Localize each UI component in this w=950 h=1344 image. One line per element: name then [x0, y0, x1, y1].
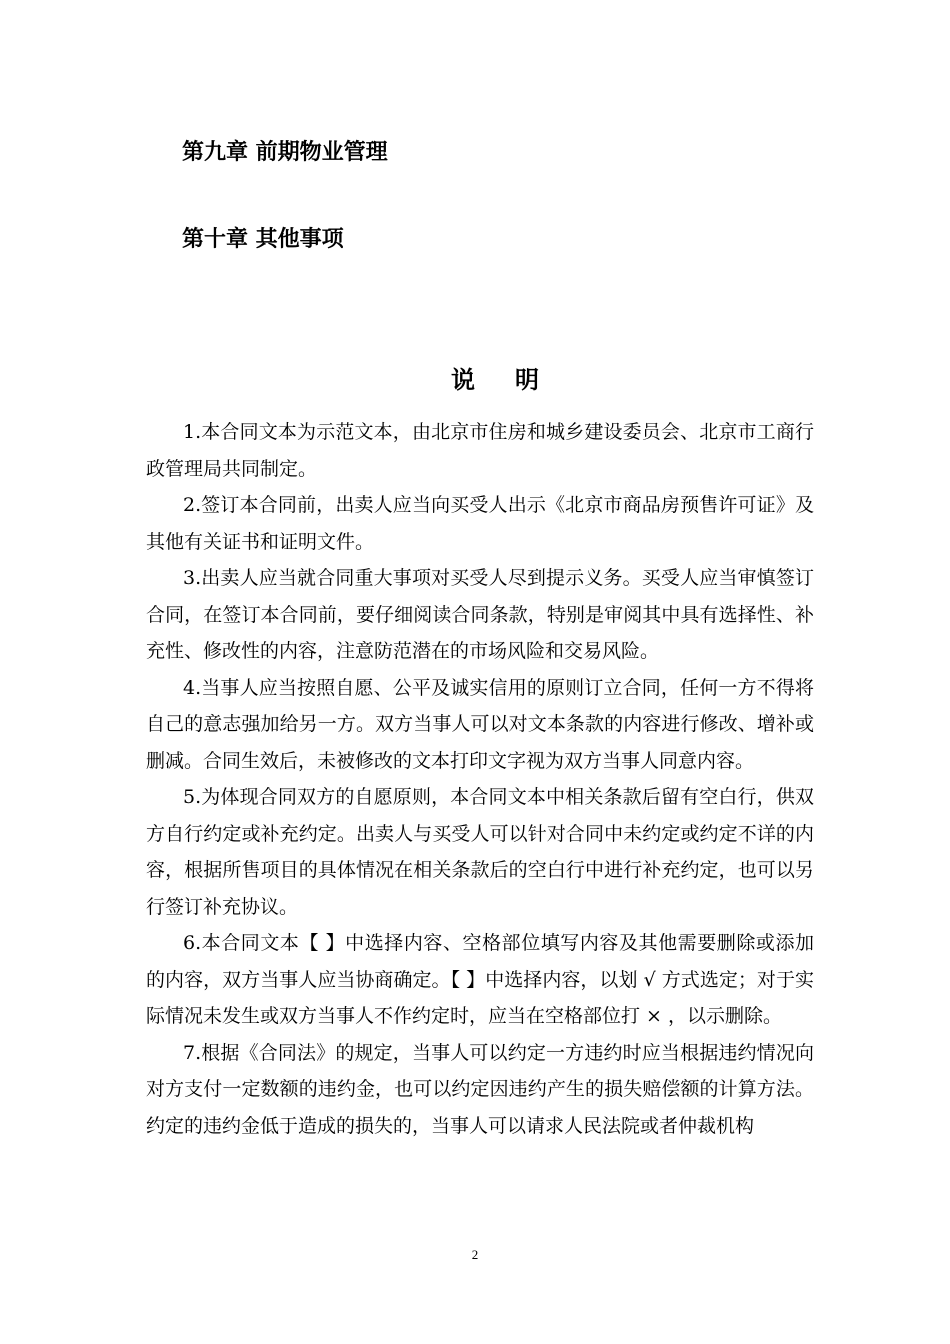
section-title-part2: 明: [515, 366, 539, 394]
paragraph-3: 3.出卖人应当就合同重大事项对买受人尽到提示义务。买受人应当审慎签订合同，在签订本合同前，要仔细阅读合同条款，特别是审阅其中具有选择性、补充性、修改性的内容，注意防范潜在的市场风险和交易风险。: [146, 567, 814, 662]
section-title: [0, 364, 950, 396]
instructions-body: [146, 414, 814, 1144]
paragraph-5: 5.为体现合同双方的自愿原则，本合同文本中相关条款后留有空白行，供双方自行约定或补充约定。出卖人与买受人可以针对合同中未约定或约定不详的内容，根据所售项目的具体情况在相关条款后的空白行中进行补充约定，也可以另行签订补充协议。: [146, 786, 814, 918]
chapter-10-heading: 第十章 其他事项: [182, 227, 344, 252]
paragraph-7: 7.根据《合同法》的规定，当事人可以约定一方违约时应当根据违约情况向对方支付一定数额的违约金，也可以约定因违约产生的损失赔偿额的计算方法。约定的违约金低于造成的损失的，当事人可以请求人民法院或者仲裁机构: [146, 1041, 814, 1137]
page-number: 2: [471, 1247, 479, 1262]
paragraph-6: 6.本合同文本【 】中选择内容、空格部位填写内容及其他需要删除或添加的内容，双方当事人应当协商确定。【 】中选择内容，以划 √ 方式选定；对于实际情况未发生或双方当事人不作约定时，应当在空格部位打 × ，以示删除。: [146, 932, 814, 1027]
chapter-9-heading: 第九章 前期物业管理: [182, 140, 388, 165]
section-title-part1: 说: [451, 366, 475, 394]
paragraph-1: 1.本合同文本为示范文本，由北京市住房和城乡建设委员会、北京市工商行政管理局共同制定。: [146, 421, 814, 480]
paragraph-4: 4.当事人应当按照自愿、公平及诚实信用的原则订立合同，任何一方不得将自己的意志强加给另一方。双方当事人可以对文本条款的内容进行修改、增补或删减。合同生效后，未被修改的文本打印文字视为双方当事人同意内容。: [146, 676, 814, 772]
paragraph-2: 2.签订本合同前，出卖人应当向买受人出示《北京市商品房预售许可证》及其他有关证书和证明文件。: [146, 494, 814, 553]
